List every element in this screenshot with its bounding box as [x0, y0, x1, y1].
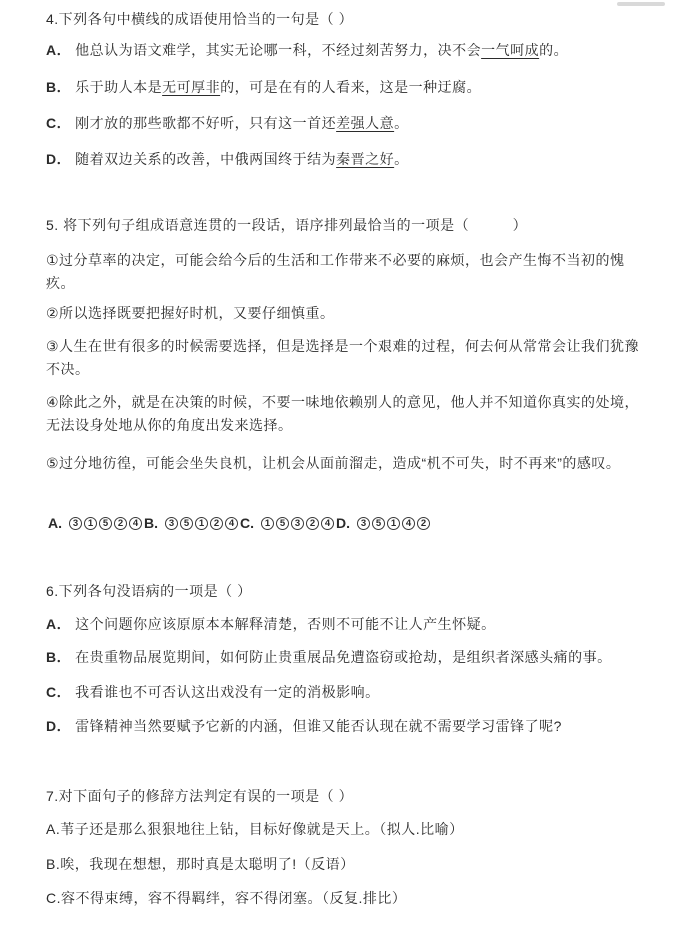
option-text-post: 的。 [539, 42, 569, 58]
question-6-title: 6.下列各句没语病的一项是（ ） [46, 583, 252, 599]
option-label: B. [46, 856, 61, 872]
question-7-option-b [46, 853, 640, 876]
circled-number-sequence: 1 5 3 2 4 [261, 517, 336, 530]
option-text: 这个问题你应该原原本本解释清楚，否则不可能不让人产生怀疑。 [75, 616, 496, 632]
option-label: D． [46, 718, 72, 734]
option-text-post: 的，可是在有的人看来，这是一种迂腐。 [220, 79, 482, 95]
option-label: C. [46, 890, 61, 906]
option-label: C． [46, 684, 72, 700]
option-text: 雷锋精神当然要赋予它新的内涵，但谁又能否认现在就不需要学习雷锋了呢? [75, 718, 562, 734]
option-text: 唉，我现在想想，那时真是太聪明了!（反语） [60, 856, 355, 872]
question-5-choice-c [240, 515, 336, 531]
question-5-sentence-1: ①过分草率的决定，可能会给今后的生活和工作带来不必要的麻烦，也会产生悔不当初的愧疚。 [46, 252, 625, 291]
scan-artifact [617, 2, 665, 6]
circled-number-sequence: 3 1 5 2 4 [69, 517, 144, 530]
underlined-idiom: 一气呵成 [481, 42, 540, 58]
question-6-option-a [46, 613, 640, 636]
option-text-pre: 他总认为语文难学，其实无论哪一科，不经过刻苦努力，决不会 [75, 42, 482, 58]
question-5-choice-b [144, 515, 240, 531]
choice-label: A. [48, 515, 62, 531]
option-text-pre: 乐于助人本是 [75, 79, 163, 95]
question-4-option-b [46, 76, 640, 99]
question-4-option-a [46, 39, 640, 62]
question-5-sentence-4: ④除此之外，就是在决策的时候，不要一味地依赖别人的意见，他人并不知道你真实的处境，无法设身处地从你的角度出发来选择。 [46, 394, 640, 433]
option-label: A． [46, 42, 72, 58]
circled-number-sequence: 3 5 1 4 2 [357, 517, 432, 530]
choice-label: D. [336, 515, 350, 531]
choice-label: C. [240, 515, 254, 531]
option-text: 在贵重物品展览期间，如何防止贵重展品免遭盗窃或抢劫，是组织者深感头痛的事。 [75, 649, 612, 665]
question-5-title: 5. 将下列句子组成语意连贯的一段话，语序排列最恰当的一项是（ ） [46, 217, 528, 233]
question-5-choices-row [46, 515, 640, 531]
question-4-option-d [46, 148, 640, 171]
option-label: D． [46, 151, 72, 167]
option-text-post: 。 [394, 151, 409, 167]
question-5-sentence-2: ②所以选择既要把握好时机，又要仔细慎重。 [46, 305, 335, 321]
option-text-pre: 随着双边关系的改善，中俄两国终于结为 [75, 151, 337, 167]
option-label: B． [46, 649, 72, 665]
option-label: C． [46, 115, 72, 131]
option-text-pre: 刚才放的那些歌都不好听，只有这一首还 [75, 115, 337, 131]
option-text-post: 。 [394, 115, 409, 131]
question-6-option-c [46, 681, 640, 704]
question-5-choice-a [48, 515, 144, 531]
question-5-sentence-5: ⑤过分地彷徨，可能会坐失良机，让机会从面前溜走，造成“机不可失，时不再来”的感叹。 [46, 455, 621, 471]
question-7-title: 7.对下面句子的修辞方法判定有误的一项是（ ） [46, 788, 354, 804]
option-label: B． [46, 79, 72, 95]
question-6-option-b [46, 646, 640, 669]
question-4-title: 4.下列各句中横线的成语使用恰当的一句是（ ） [46, 11, 354, 27]
option-text: 容不得束缚，容不得羁绊，容不得闭塞。（反复.排比） [61, 890, 407, 906]
circled-number-sequence: 3 5 1 2 4 [165, 517, 240, 530]
question-6-option-d [46, 715, 640, 738]
question-5-choice-d [336, 515, 432, 531]
option-text: 我看谁也不可否认这出戏没有一定的消极影响。 [75, 684, 380, 700]
question-4-option-c [46, 112, 640, 135]
question-5-sentence-3: ③人生在世有很多的时候需要选择，但是选择是一个艰难的过程，何去何从常常会让我们犹豫不决。 [46, 338, 640, 377]
underlined-idiom: 无可厚非 [162, 79, 221, 95]
choice-label: B. [144, 515, 158, 531]
question-7-option-c [46, 887, 640, 910]
option-label: A． [46, 616, 72, 632]
underlined-idiom: 差强人意 [336, 115, 395, 131]
option-text: 苇子还是那么狠狠地往上钻，目标好像就是天上。（拟人.比喻） [60, 821, 464, 837]
option-label: A. [46, 821, 61, 837]
question-7-option-a [46, 818, 640, 841]
underlined-idiom: 秦晋之好 [336, 151, 395, 167]
